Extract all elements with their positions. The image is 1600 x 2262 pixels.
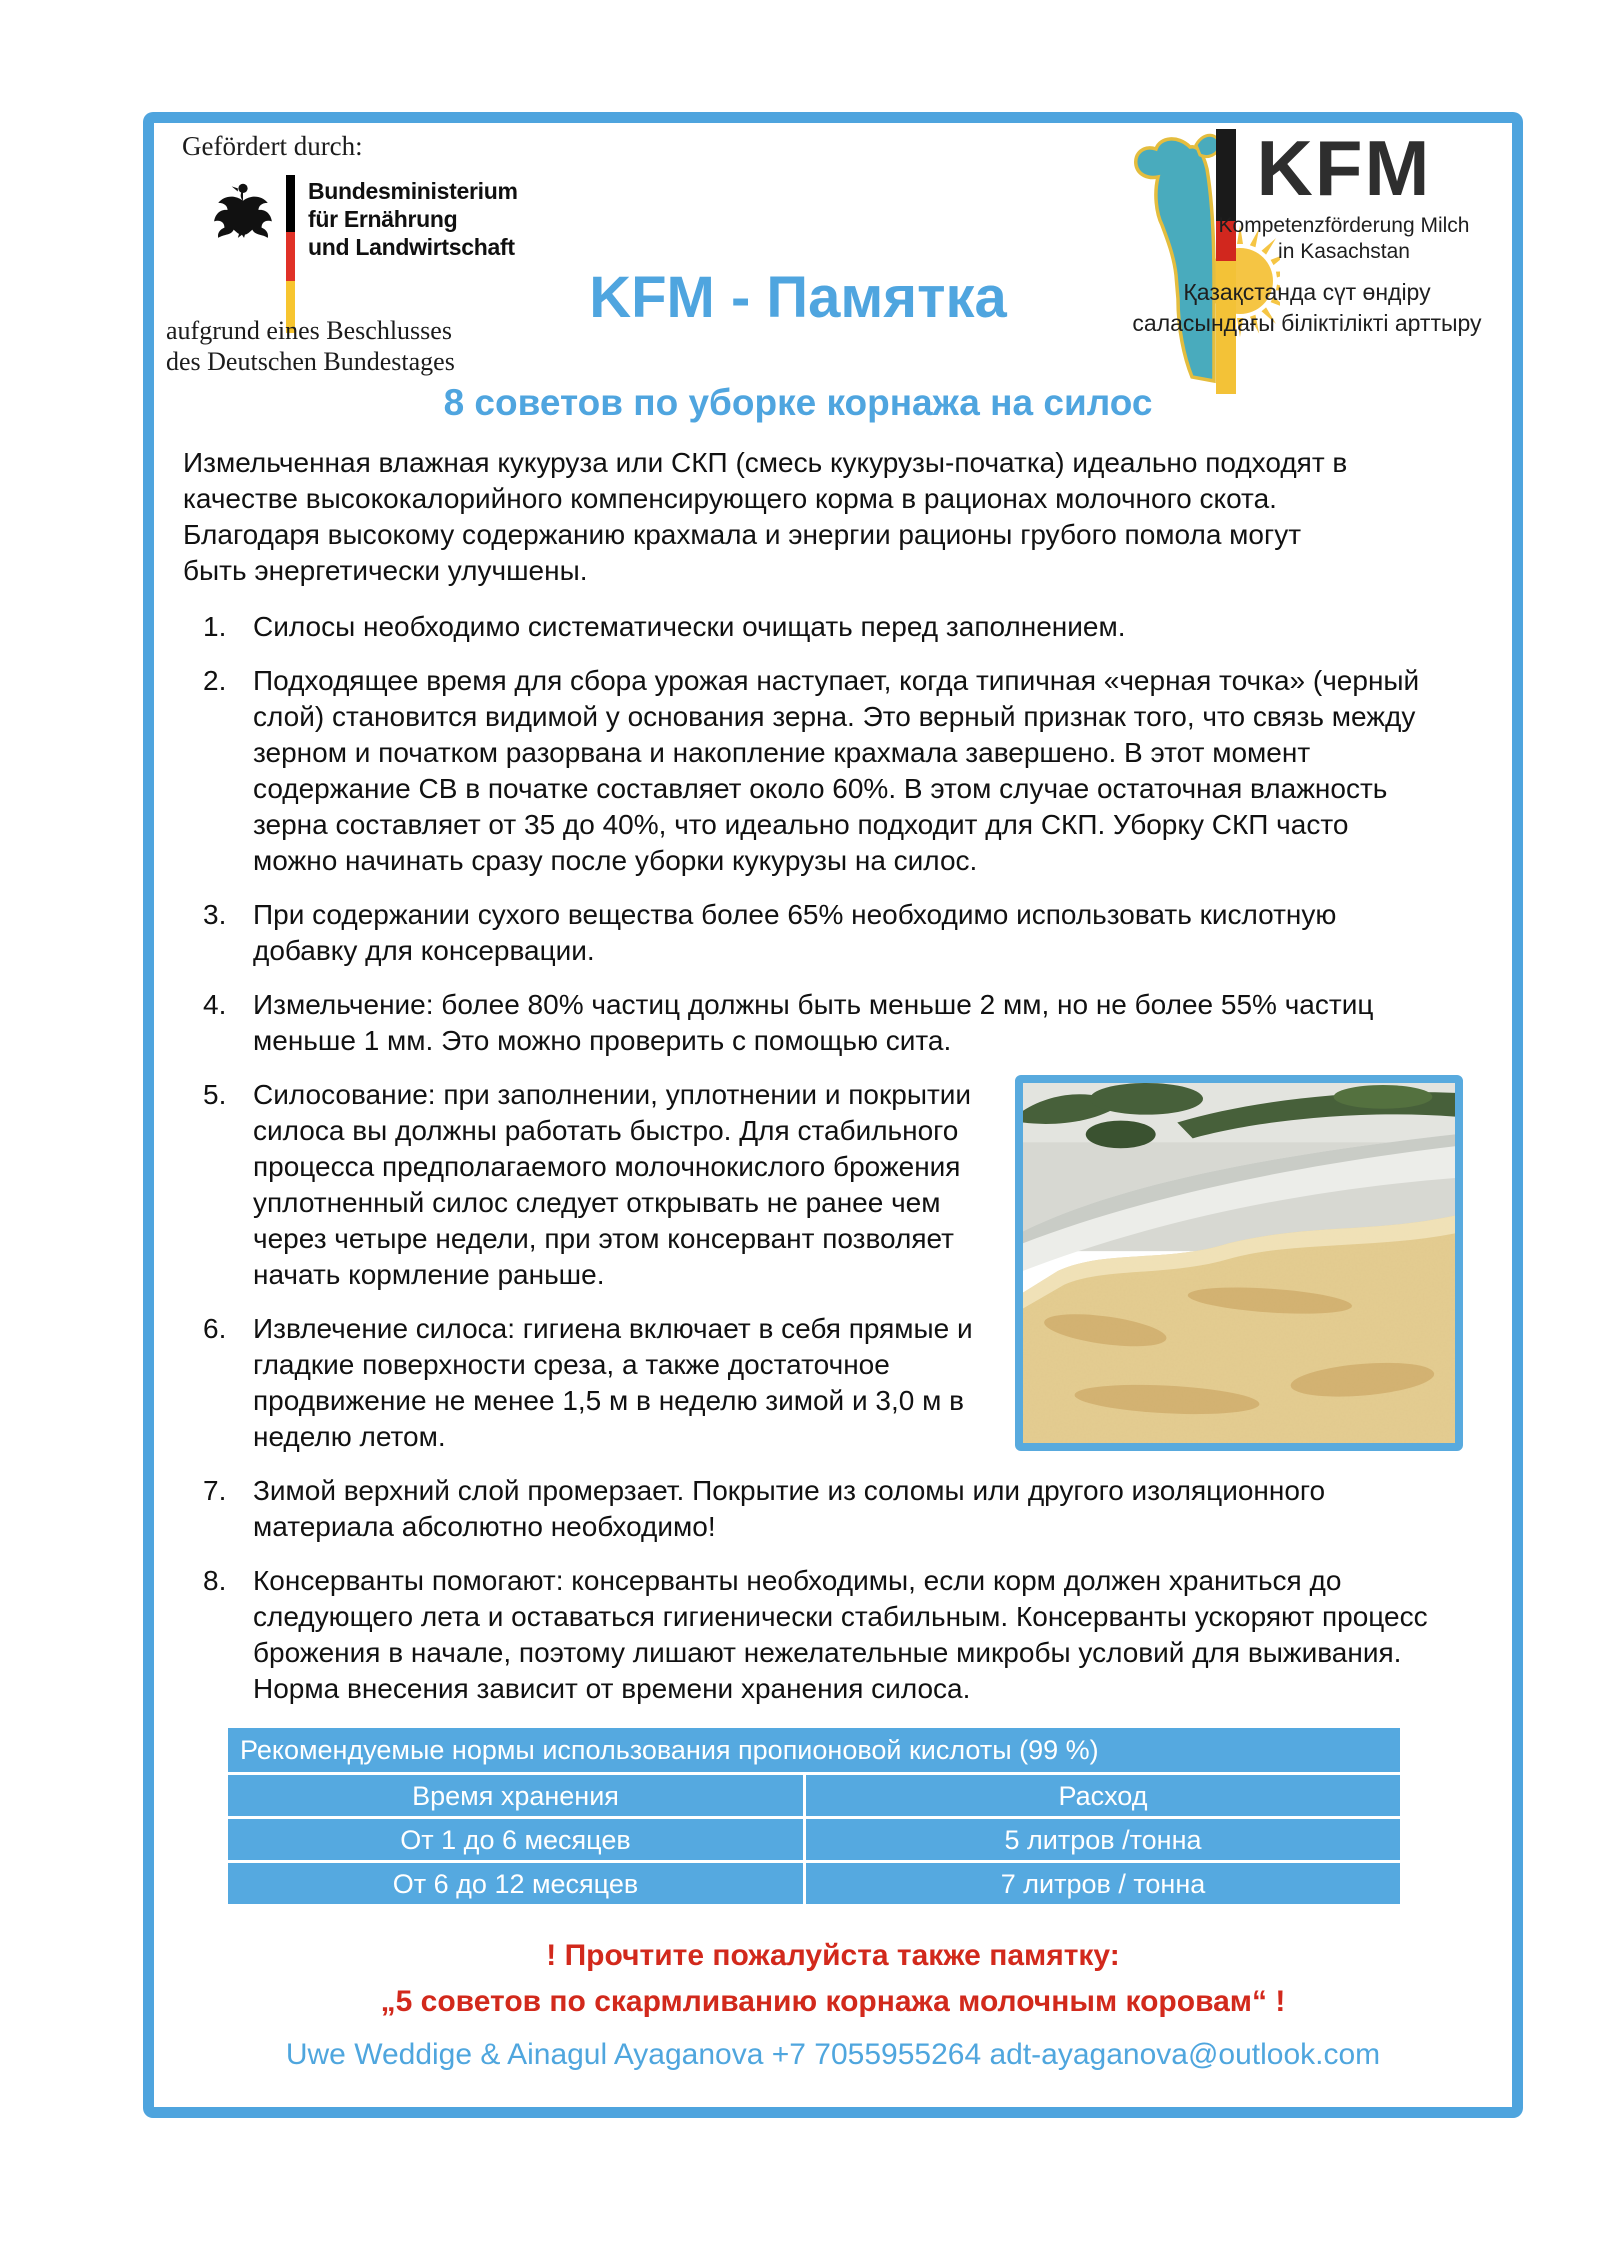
list-item: Зимой верхний слой промерзает. Покрытие из соломы или другого изоляционного материала абсолютно необходимо! (253, 1475, 1326, 1542)
reminder-notice (183, 1933, 1483, 2025)
table-cell: От 6 до 12 месяцев (228, 1863, 803, 1904)
bmel-wordmark (308, 175, 518, 261)
funding-label: Gefördert durch: (182, 131, 363, 161)
kfm-subtitle-kk-line: саласындағы біліктілікті арттыру (1132, 310, 1482, 336)
tips-list (203, 609, 1428, 1707)
table-cell: 5 литров /тонна (803, 1819, 1400, 1860)
table-header-row (228, 1775, 1400, 1816)
dosage-table (228, 1725, 1400, 1907)
memo-frame (143, 112, 1523, 2118)
list-item: Извлечение силоса: гигиена включает в себя прямые и гладкие поверхности среза, а также достаточное продвижение не менее 1,5 м в неделю зимой и 3,0 м в неделю летом. (253, 1313, 973, 1452)
kfm-acronym: KFM (1256, 124, 1432, 212)
bmel-line: für Ernährung (308, 206, 458, 232)
table-cell: 7 литров / тонна (803, 1863, 1400, 1904)
table-row (228, 1863, 1400, 1904)
list-item: Подходящее время для сбора урожая наступает, когда типичная «черная точка» (черный слой) становится видимой у основания зерна. Это верный признак того, что связь между зерном и початком разорвана и накопление крахмала завершено. В этот момент содержание СВ в початке составляет около 60%. В этом случае остаточная влажность зерна составляет от 35 до 40%, что идеально подходит для СКП. Уборку СКП часто можно начинать сразу после уборки кукурузы на силос. (253, 665, 1420, 876)
column-header: Время хранения (228, 1775, 803, 1816)
memo-header (154, 123, 1512, 445)
table-row (228, 1819, 1400, 1860)
list-item: Силосы необходимо систематически очищать перед заполнением. (253, 611, 1126, 642)
list-item: Силосование: при заполнении, уплотнении и покрытии силоса вы должны работать быстро. Для стабильного процесса предполагаемого молочнокислого брожения уплотненный силос следует открывать не ранее чем через четыре недели, при этом консервант позволяет начать кормление раньше. (253, 1079, 972, 1290)
list-item: Измельчение: более 80% частиц должны быть меньше 2 мм, но не более 55% частиц меньше 1 мм. Это можно проверить с помощью сита. (253, 989, 1374, 1056)
table-cell: От 1 до 6 месяцев (228, 1819, 803, 1860)
kfm-subtitle-kk-line: Қазақстанда сүт өндіру (1183, 279, 1431, 305)
page-subtitle: 8 советов по уборке корнажа на силос (443, 382, 1153, 423)
federal-eagle-icon (210, 179, 276, 239)
contact-line: Uwe Weddige & Ainagul Ayaganova +7 7055955264 adt-ayaganova@outlook.com (285, 2038, 1381, 2071)
kfm-logo (1104, 125, 1504, 405)
kfm-subtitle-de-line: in Kasachstan (1278, 240, 1410, 263)
memo-body (154, 445, 1512, 2073)
column-header: Расход (803, 1775, 1400, 1816)
intro-paragraph: Измельченная влажная кукуруза или СКП (смесь кукурузы-початка) идеально подходят в качестве высококалорийного компенсирующего корма в рационах молочного скота. Благодаря высокому содержанию крахмала и энергии рационы грубого помола могут быть энергетически улучшены. (183, 447, 1348, 586)
kfm-subtitle-kk (1110, 277, 1504, 339)
kfm-subtitle-de-line: Kompetenzförderung Milch (1218, 214, 1470, 237)
reminder-notice-line: „5 советов по скармливанию корнажа молочным коровам“ ! (380, 1985, 1286, 2018)
list-item: При содержании сухого вещества более 65% необходимо использовать кислотную добавку для консервации. (253, 899, 1337, 966)
table-title: Рекомендуемые нормы использования пропионовой кислоты (99 %) (228, 1728, 1400, 1772)
bmel-line: Bundesministerium (308, 178, 518, 204)
kfm-wordmark (1194, 125, 1494, 265)
kfm-subtitle-de (1194, 213, 1494, 265)
bundestag-note-line: aufgrund eines Beschlusses (166, 316, 452, 345)
bundestag-note-line: des Deutschen Bundestages (166, 347, 455, 376)
table-title-row (228, 1728, 1400, 1772)
reminder-notice-line: ! Прочтите пожалуйста также памятку: (546, 1939, 1120, 1972)
bmel-line: und Landwirtschaft (308, 234, 515, 260)
list-item: Консерванты помогают: консерванты необходимы, если корм должен храниться до следующего лета и оставаться гигиенически стабильным. Консерванты ускоряют процесс брожения в начале, поэтому лишают нежелательные микробы условий для выживания. Норма внесения зависит от времени хранения силоса. (253, 1565, 1428, 1704)
page-title: KFM - Памятка (589, 265, 1007, 330)
